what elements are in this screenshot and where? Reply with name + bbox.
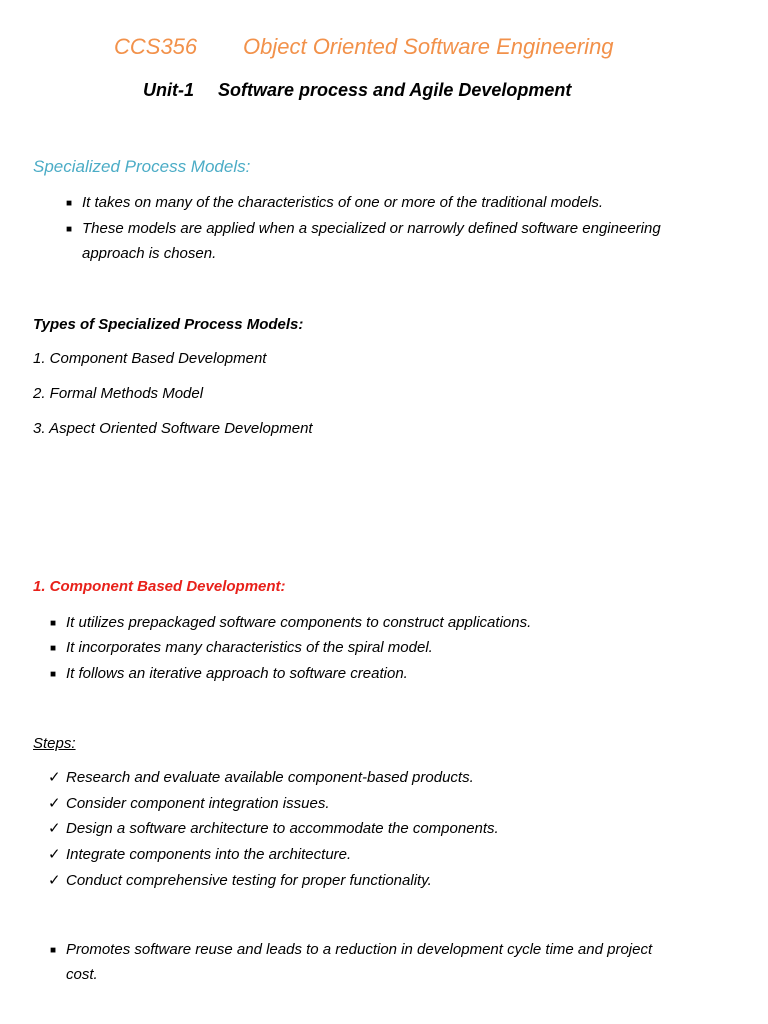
square-bullet-icon: ■: [66, 224, 73, 235]
square-bullet-icon: ■: [66, 198, 73, 209]
square-bullet-icon: ■: [50, 643, 57, 654]
square-bullet-icon: ■: [50, 669, 57, 680]
benefit-line-1: Promotes software reuse and leads to a reduction in development cycle time and project: [66, 941, 653, 958]
step-1: Research and evaluate available component-based products.: [66, 769, 474, 786]
unit-title: Software process and Agile Development: [218, 80, 572, 100]
types-item-2: 2. Formal Methods Model: [33, 385, 204, 402]
types-item-3: 3. Aspect Oriented Software Development: [33, 420, 313, 437]
types-item-1: 1. Component Based Development: [33, 350, 267, 367]
unit-label: Unit-1: [143, 80, 194, 100]
steps-heading: Steps:: [33, 735, 76, 752]
step-2: Consider component integration issues.: [66, 795, 330, 812]
specialized-bullet-2-line-1: These models are applied when a specialized or narrowly defined software engineering: [82, 220, 661, 237]
cbd-bullet-2: It incorporates many characteristics of the spiral model.: [66, 639, 433, 656]
checkmark-icon: ✓: [48, 820, 61, 837]
specialized-heading: Specialized Process Models:: [33, 157, 251, 176]
checkmark-icon: ✓: [48, 795, 61, 812]
types-heading: Types of Specialized Process Models:: [33, 316, 304, 333]
step-4: Integrate components into the architecture.: [66, 846, 352, 863]
checkmark-icon: ✓: [48, 872, 61, 889]
checkmark-icon: ✓: [48, 846, 61, 863]
step-5: Conduct comprehensive testing for proper functionality.: [66, 872, 432, 889]
square-bullet-icon: ■: [50, 945, 57, 956]
cbd-heading: 1. Component Based Development:: [33, 578, 286, 595]
specialized-bullet-1: It takes on many of the characteristics of one or more of the traditional models.: [82, 194, 604, 211]
checkmark-icon: ✓: [48, 769, 61, 786]
course-code: CCS356: [114, 34, 198, 59]
square-bullet-icon: ■: [50, 618, 57, 629]
cbd-bullet-3: It follows an iterative approach to software creation.: [66, 665, 408, 682]
course-title: Object Oriented Software Engineering: [243, 34, 614, 59]
benefit-line-2: cost.: [66, 966, 98, 983]
step-3: Design a software architecture to accommodate the components.: [66, 820, 499, 837]
cbd-bullet-1: It utilizes prepackaged software components to construct applications.: [66, 614, 532, 631]
specialized-bullet-2-line-2: approach is chosen.: [82, 245, 217, 262]
